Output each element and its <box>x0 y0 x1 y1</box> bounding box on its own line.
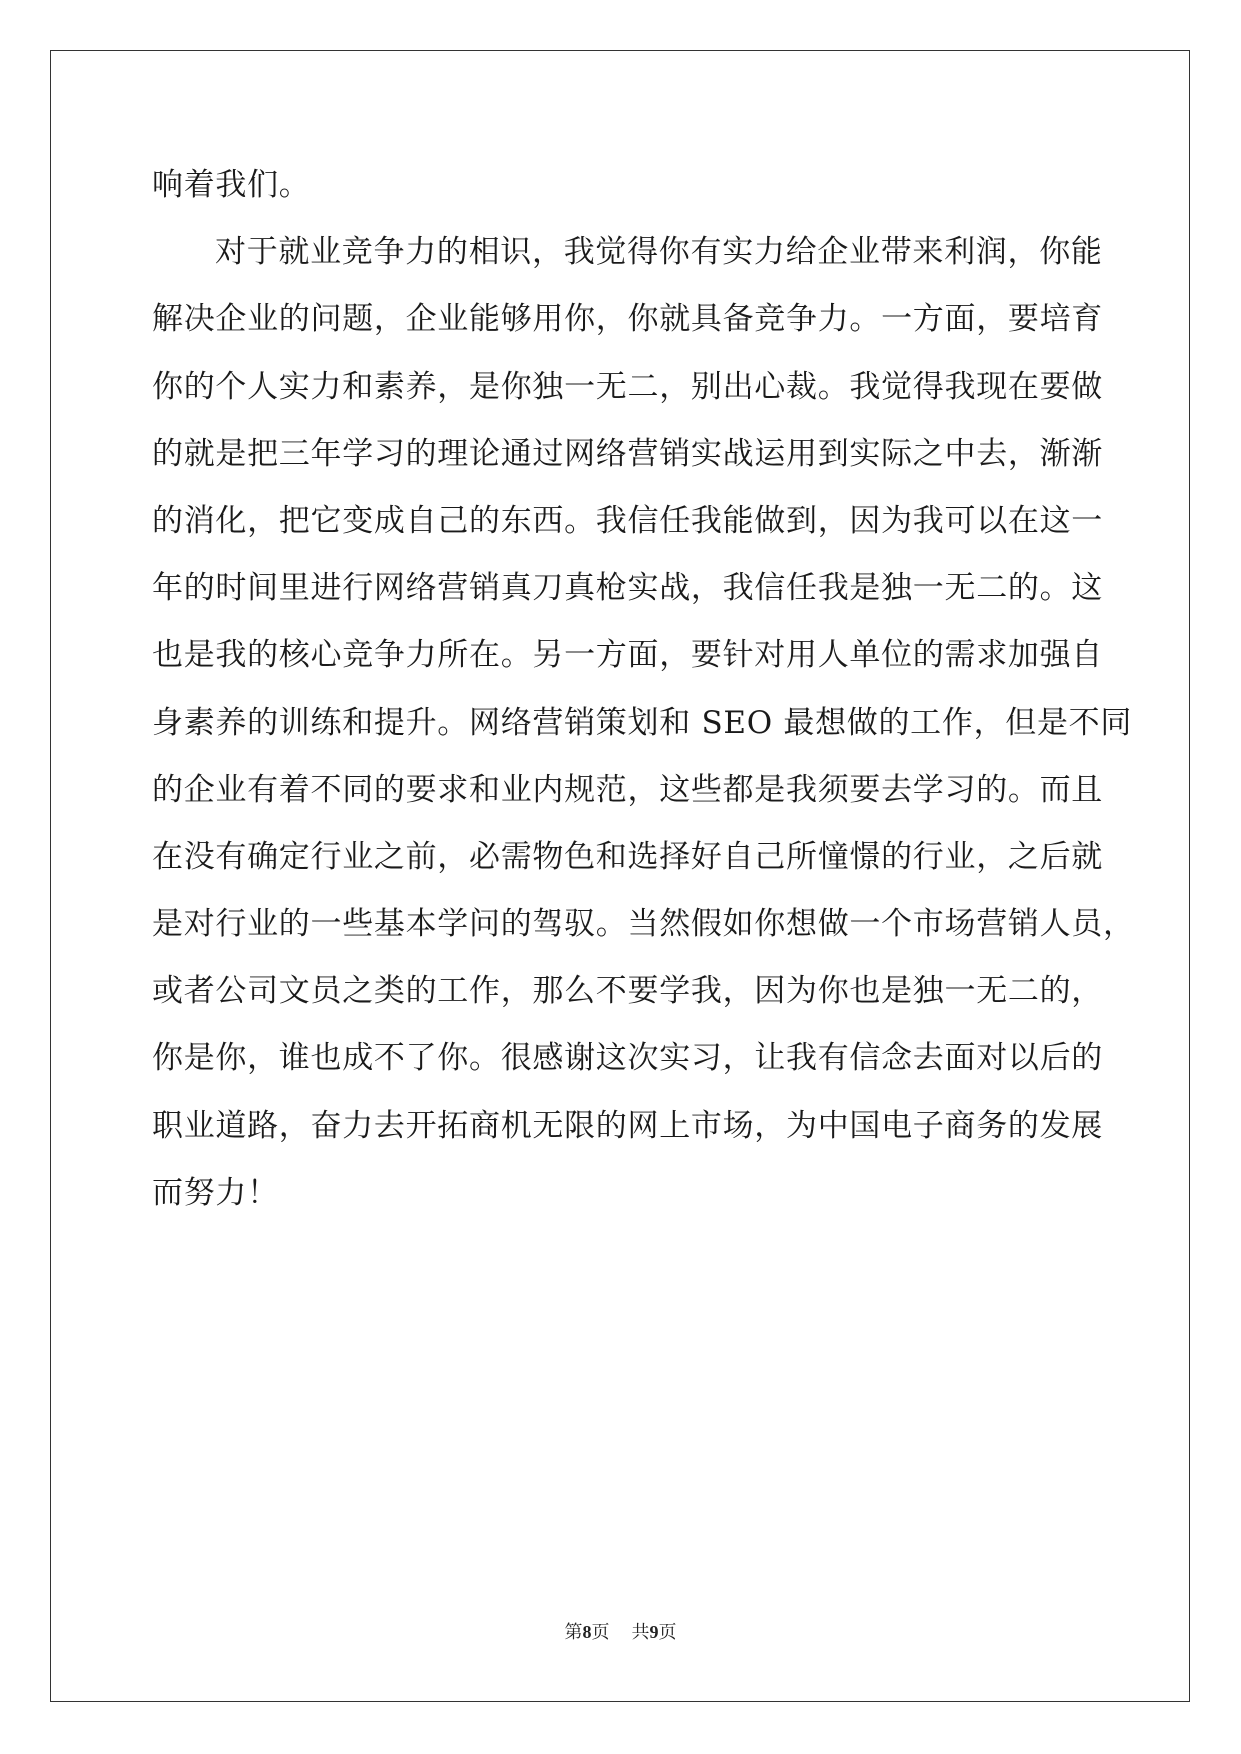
body-text <box>152 152 1135 1227</box>
total-suffix: 页 <box>658 1622 677 1643</box>
text-line: 年的时间里进行网络营销真刀真枪实战，我信任我是独一无二的。这 <box>152 570 1103 607</box>
text-line: 的就是把三年学习的理论通过网络营销实战运用到实际之中去，渐渐 <box>152 435 1103 472</box>
text-line: 是对行业的一些基本学问的驾驭。当然假如你想做一个市场营销人员， <box>152 906 1135 943</box>
page-footer <box>0 1618 1241 1644</box>
text-line: 你的个人实力和素养，是你独一无二，别出心裁。我觉得我现在要做 <box>152 368 1103 405</box>
current-page-number: 8 <box>582 1622 592 1642</box>
text-line: 响着我们。 <box>152 167 311 203</box>
text-line: 解决企业的问题，企业能够用你，你就具备竞争力。一方面，要培育 <box>152 301 1103 338</box>
page-prefix: 第 <box>564 1622 583 1643</box>
total-pages-number: 9 <box>649 1622 659 1642</box>
page-suffix: 页 <box>591 1622 610 1643</box>
text-line: 也是我的核心竞争力所在。另一方面，要针对用人单位的需求加强自 <box>152 637 1103 674</box>
text-line: 的消化，把它变成自己的东西。我信任我能做到，因为我可以在这一 <box>152 502 1103 539</box>
total-prefix: 共 <box>631 1622 650 1643</box>
text-line: 在没有确定行业之前，必需物色和选择好自己所憧憬的行业，之后就 <box>152 838 1103 875</box>
text-line: 身素养的训练和提升。网络营销策划和 SEO 最想做的工作，但是不同 <box>152 704 1133 741</box>
text-line: 而努力！ <box>152 1174 279 1211</box>
text-line: 职业道路，奋力去开拓商机无限的网上市场，为中国电子商务的发展 <box>152 1107 1103 1144</box>
text-line: 的企业有着不同的要求和业内规范，这些都是我须要去学习的。而且 <box>152 771 1103 808</box>
text-line: 对于就业竞争力的相识，我觉得你有实力给企业带来利润，你能 <box>215 234 1103 271</box>
text-line: 或者公司文员之类的工作，那么不要学我，因为你也是独一无二的， <box>152 973 1103 1010</box>
text-line: 你是你，谁也成不了你。很感谢这次实习，让我有信念去面对以后的 <box>152 1040 1103 1077</box>
